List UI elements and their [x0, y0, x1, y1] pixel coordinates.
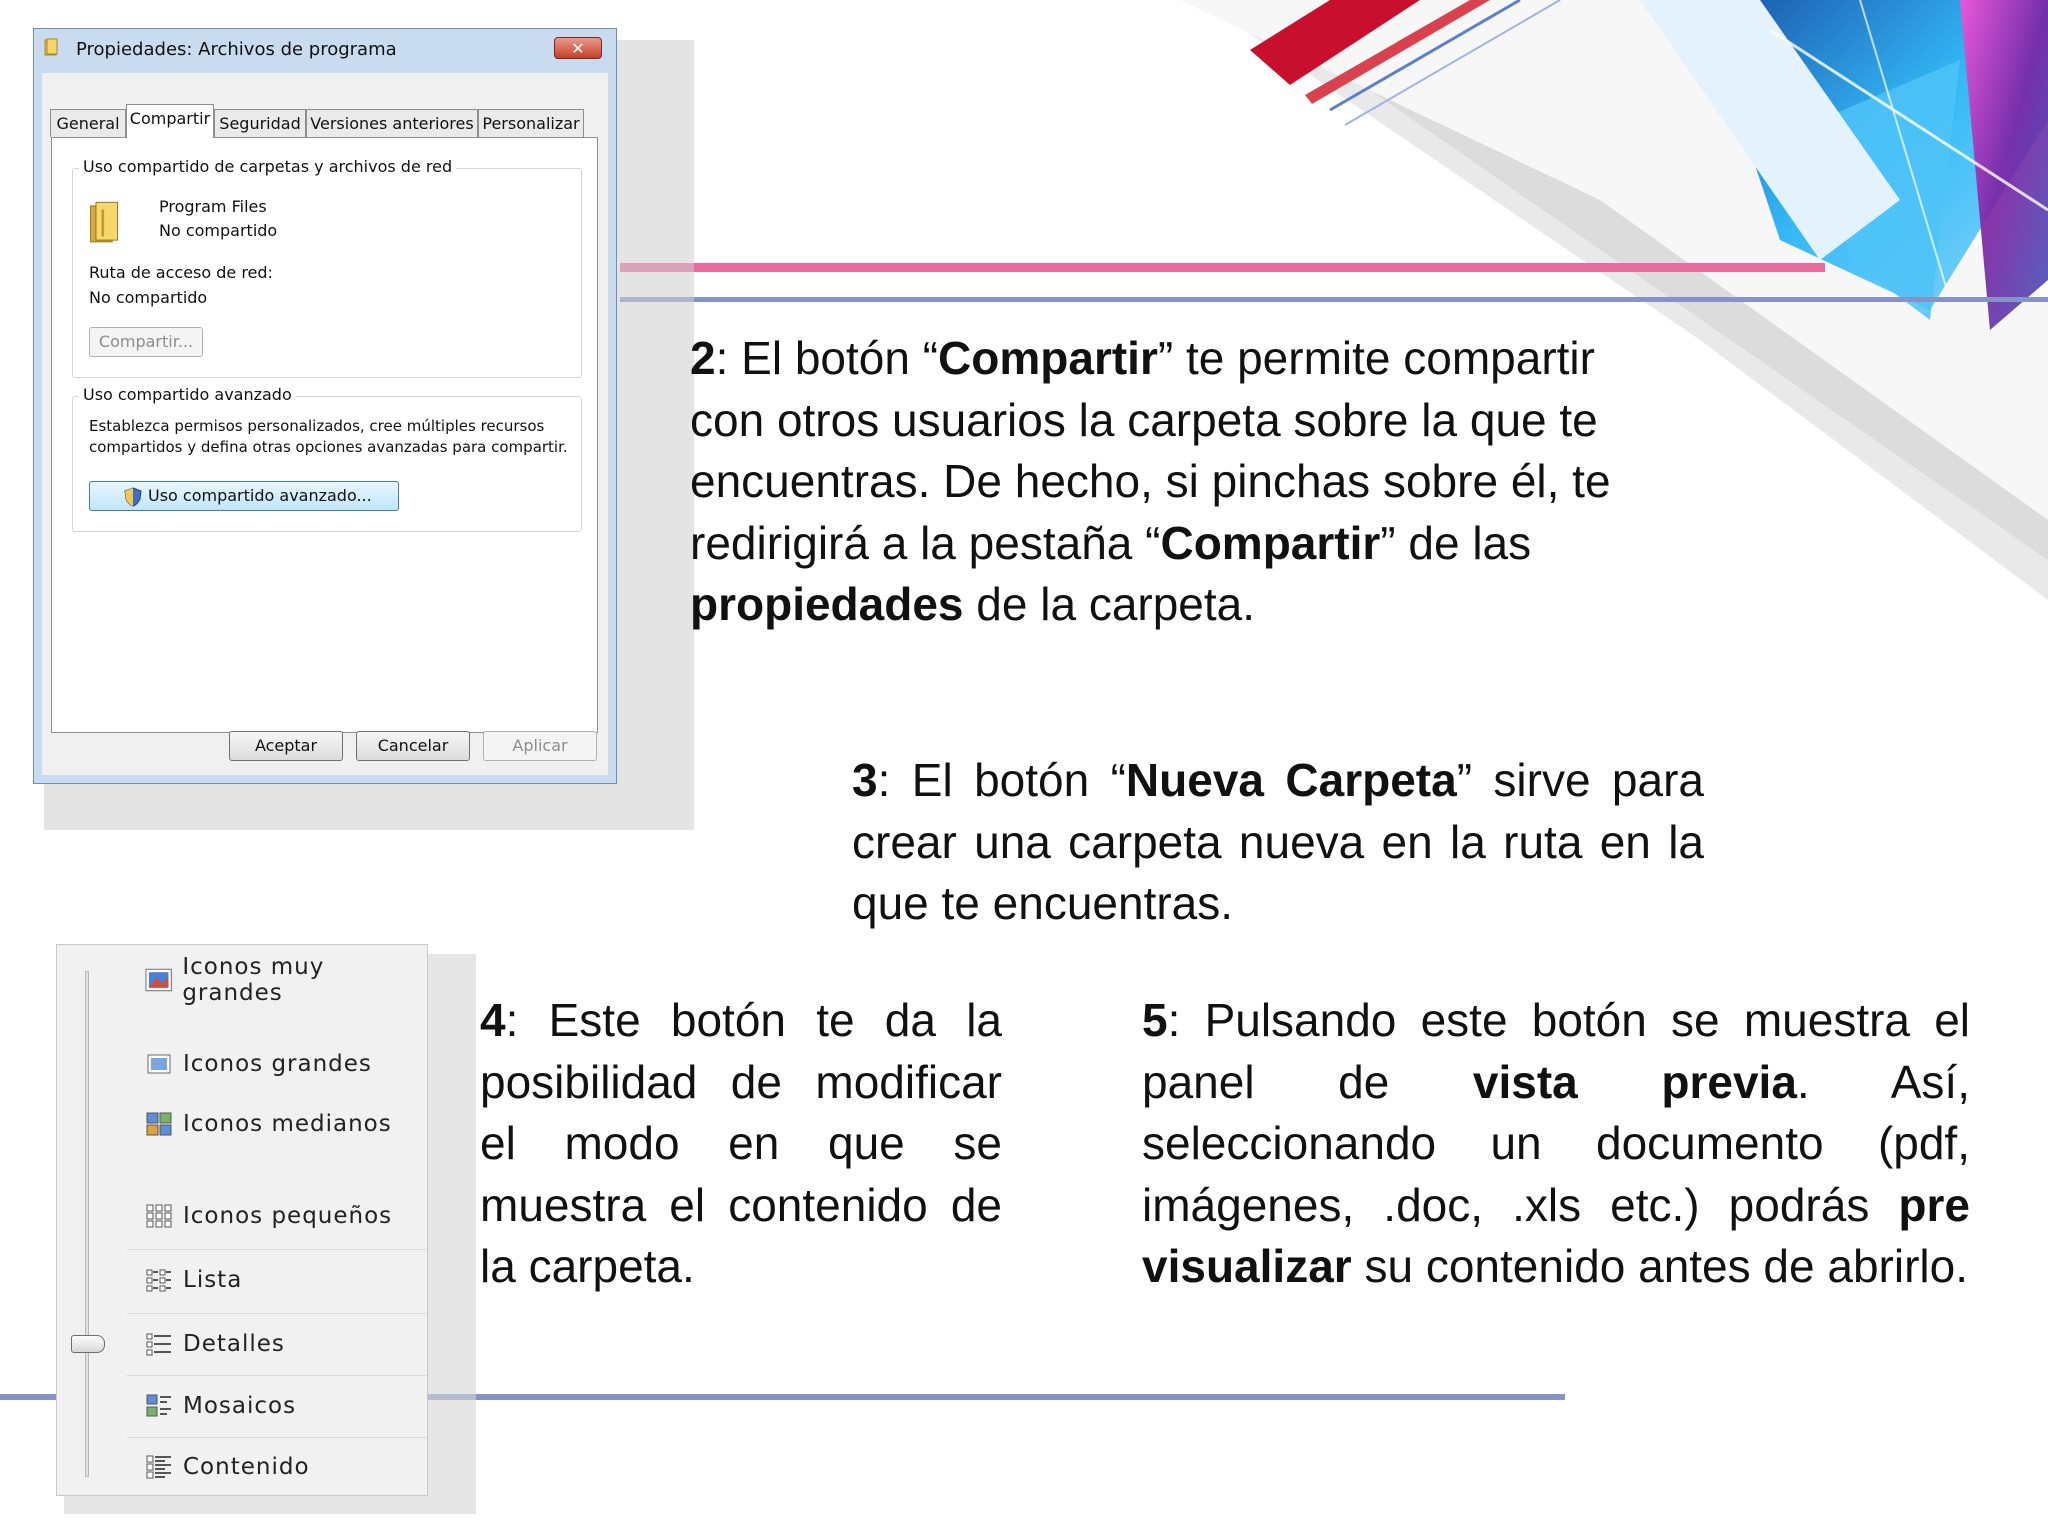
view-size-slider-track[interactable] — [85, 971, 89, 1477]
small-icons-icon — [145, 1203, 173, 1229]
p4-number: 4 — [480, 994, 506, 1046]
p5-bold-vista-previa: vista previa — [1472, 1055, 1797, 1108]
menu-item-label: Mosaicos — [183, 1393, 297, 1419]
p2-text-d: ” de las — [1380, 516, 1532, 569]
folder-sharing-status: No compartido — [159, 221, 278, 240]
close-button[interactable] — [554, 37, 602, 59]
tab-compartir[interactable]: Compartir — [126, 104, 214, 138]
menu-separator — [127, 1249, 427, 1250]
p3-number: 3 — [852, 754, 878, 806]
tab-versiones-anteriores[interactable]: Versiones anteriores — [306, 109, 478, 137]
menu-item-label: Iconos muy grandes — [182, 954, 325, 1006]
menu-item-medium-icons[interactable] — [145, 1107, 392, 1141]
paragraph-3-nueva-carpeta — [852, 750, 1704, 935]
p2-text-c: ” te permite compartir con otros usuarios la carpeta sobre la que te encuentras. De hecho, si pinchas sobre él, te redirigirá a la pestaña “ — [690, 332, 1611, 569]
p2-bold-propiedades: propiedades — [690, 578, 964, 630]
tab-seguridad[interactable]: Seguridad — [214, 109, 306, 137]
menu-separator — [127, 1437, 427, 1438]
advanced-sharing-group — [72, 385, 582, 532]
pink-horizontal-rule — [620, 263, 1825, 272]
details-icon — [145, 1331, 173, 1357]
p5-bold-pre-visualizar: pre visualizar — [1142, 1178, 1970, 1292]
menu-item-list[interactable] — [145, 1263, 242, 1297]
p5-text-c: . Así, seleccionando un documento (pdf, imágenes, .doc, .xls etc.) podrás — [1142, 1055, 1970, 1231]
menu-item-label: Iconos grandes — [183, 1051, 372, 1077]
menu-item-label: Contenido — [183, 1454, 310, 1480]
p4-text-a: : Este botón te da la posibilidad de modificar el modo en que se muestra el contenido de la carpeta. — [480, 994, 1002, 1292]
network-sharing-group — [72, 157, 582, 378]
extra-large-icons-icon — [145, 967, 172, 993]
p5-text-d: su contenido antes de abrirlo. — [1351, 1240, 1968, 1292]
close-icon: ✕ — [571, 39, 585, 58]
compartir-tab-panel — [51, 137, 598, 733]
properties-dialog — [33, 28, 617, 784]
medium-icons-icon — [145, 1111, 173, 1137]
menu-item-small-icons[interactable] — [145, 1199, 392, 1233]
blue-horizontal-rule-top — [620, 297, 2048, 302]
dialog-title: Propiedades: Archivos de programa — [76, 39, 397, 60]
folder-icon — [44, 38, 60, 56]
tab-general[interactable]: General — [50, 109, 126, 137]
menu-item-content[interactable] — [145, 1450, 310, 1484]
menu-item-label: Detalles — [183, 1331, 285, 1357]
advanced-sharing-group-title: Uso compartido avanzado — [79, 385, 296, 404]
menu-separator — [127, 1313, 427, 1314]
p3-bold-nueva-carpeta: Nueva Carpeta — [1125, 754, 1457, 806]
p3-text-c: ” sirve para crear una carpeta nueva en la ruta en la que te encuentras. — [852, 754, 1704, 929]
dialog-client-area — [42, 73, 608, 775]
network-path-value: No compartido — [89, 288, 208, 307]
view-mode-menu — [56, 944, 428, 1496]
view-size-slider-thumb[interactable] — [71, 1335, 105, 1353]
p2-number: 2 — [690, 332, 716, 384]
advanced-sharing-button[interactable] — [89, 481, 399, 511]
paragraph-5-preview-pane — [1142, 990, 1970, 1298]
tab-personalizar[interactable]: Personalizar — [478, 109, 584, 137]
menu-item-extra-large-icons[interactable] — [145, 954, 427, 1006]
menu-item-tiles[interactable] — [145, 1389, 296, 1423]
advanced-description-line2: compartidos y defina otras opciones avanzadas para compartir. — [89, 438, 568, 456]
dialog-titlebar[interactable] — [34, 29, 616, 67]
menu-item-label: Iconos medianos — [183, 1111, 392, 1137]
menu-item-label: Iconos pequeños — [183, 1203, 393, 1229]
tiles-icon — [145, 1393, 173, 1419]
p5-text-a: : Pulsando este botón se muestra el panel de — [1142, 994, 1970, 1108]
p3-text-a: : El botón “ — [877, 754, 1126, 806]
large-icons-icon — [145, 1051, 173, 1077]
share-button[interactable]: Compartir... — [89, 327, 203, 357]
folder-name: Program Files — [159, 197, 267, 216]
shield-icon — [124, 487, 142, 507]
network-path-label: Ruta de acceso de red: — [89, 263, 273, 282]
shared-folder-icon — [87, 199, 123, 247]
advanced-description-line1: Establezca permisos personalizados, cree múltiples recursos — [89, 417, 545, 435]
p2-bold-compartir: Compartir — [938, 332, 1158, 384]
paragraph-4-view-mode — [480, 990, 1002, 1298]
advanced-sharing-button-label: Uso compartido avanzado... — [148, 486, 372, 505]
paragraph-2-compartir — [690, 328, 1670, 636]
apply-button[interactable]: Aplicar — [483, 731, 597, 761]
p2-text-a: : El botón “ — [715, 332, 939, 384]
menu-item-large-icons[interactable] — [145, 1047, 372, 1081]
p2-bold-compartir-2: Compartir — [1160, 516, 1381, 569]
menu-item-label: Lista — [183, 1267, 243, 1293]
list-icon — [145, 1267, 173, 1293]
ok-button[interactable]: Aceptar — [229, 731, 343, 761]
cancel-button[interactable]: Cancelar — [356, 731, 470, 761]
p5-number: 5 — [1142, 994, 1168, 1046]
menu-item-details[interactable] — [145, 1327, 285, 1361]
network-sharing-group-title: Uso compartido de carpetas y archivos de red — [79, 157, 456, 176]
content-icon — [145, 1454, 173, 1480]
p2-text-e: de la carpeta. — [963, 578, 1256, 630]
menu-separator — [127, 1375, 427, 1376]
